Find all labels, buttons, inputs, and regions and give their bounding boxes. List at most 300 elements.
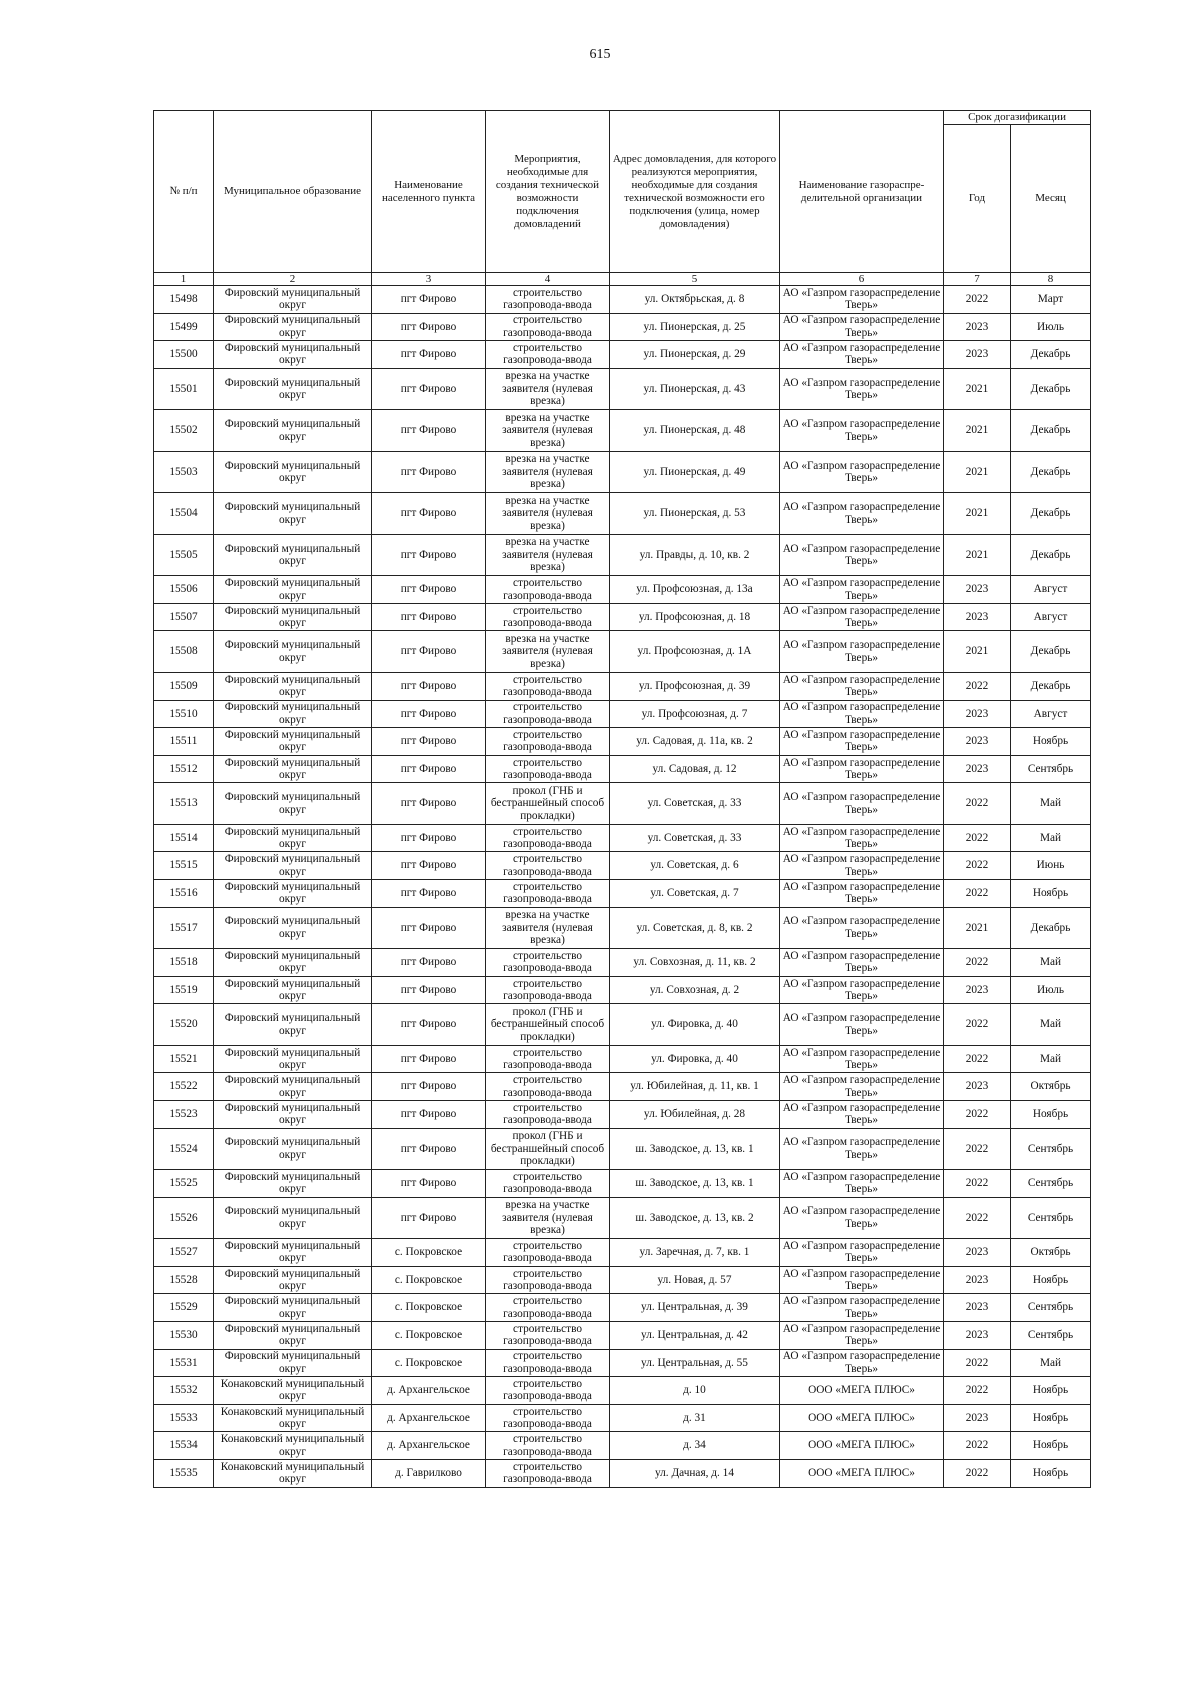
cell-event: строительство газопровода-ввода [486, 1101, 610, 1129]
cell-event: строительство газопровода-ввода [486, 1349, 610, 1377]
cell-month: Сентябрь [1011, 755, 1091, 783]
cell-organization: ООО «МЕГА ПЛЮС» [780, 1377, 944, 1405]
cell-month: Ноябрь [1011, 1377, 1091, 1405]
cell-num: 15504 [154, 493, 214, 535]
cell-year: 2023 [944, 1321, 1011, 1349]
table-row [154, 1239, 1091, 1267]
cell-event: строительство газопровода-ввода [486, 341, 610, 369]
table-row [154, 1266, 1091, 1294]
table-row [154, 1101, 1091, 1129]
cell-month: Декабрь [1011, 631, 1091, 673]
cell-num: 15530 [154, 1321, 214, 1349]
cell-num: 15528 [154, 1266, 214, 1294]
cell-year: 2022 [944, 1459, 1011, 1487]
cell-settlement: пгт Фирово [372, 368, 486, 410]
cell-event: строительство газопровода-ввода [486, 1459, 610, 1487]
cell-address: ул. Советская, д. 8, кв. 2 [610, 907, 780, 949]
cell-address: ул. Юбилейная, д. 11, кв. 1 [610, 1073, 780, 1101]
cell-year: 2021 [944, 907, 1011, 949]
cell-month: Декабрь [1011, 493, 1091, 535]
cell-year: 2022 [944, 1045, 1011, 1073]
cell-num: 15521 [154, 1045, 214, 1073]
cell-municipality: Фировский муниципальный округ [214, 949, 372, 977]
cell-year: 2023 [944, 1266, 1011, 1294]
table-row [154, 949, 1091, 977]
cell-organization: АО «Газпром газораспределение Тверь» [780, 410, 944, 452]
cell-settlement: пгт Фирово [372, 1045, 486, 1073]
cell-settlement: пгт Фирово [372, 672, 486, 700]
cell-event: строительство газопровода-ввода [486, 755, 610, 783]
table-row [154, 631, 1091, 673]
cell-month: Октябрь [1011, 1239, 1091, 1267]
cell-num: 15520 [154, 1004, 214, 1046]
cell-organization: АО «Газпром газораспределение Тверь» [780, 1101, 944, 1129]
cell-year: 2021 [944, 368, 1011, 410]
table-row [154, 534, 1091, 576]
cell-num: 15529 [154, 1294, 214, 1322]
cell-year: 2022 [944, 1101, 1011, 1129]
cell-municipality: Фировский муниципальный округ [214, 880, 372, 908]
cell-organization: АО «Газпром газораспределение Тверь» [780, 534, 944, 576]
column-number: 5 [610, 273, 780, 286]
cell-num: 15502 [154, 410, 214, 452]
cell-address: ул. Пионерская, д. 49 [610, 451, 780, 493]
cell-settlement: пгт Фирово [372, 880, 486, 908]
table-row [154, 672, 1091, 700]
cell-organization: АО «Газпром газораспределение Тверь» [780, 907, 944, 949]
cell-event: строительство газопровода-ввода [486, 1073, 610, 1101]
cell-organization: АО «Газпром газораспределение Тверь» [780, 576, 944, 604]
cell-address: ул. Совхозная, д. 11, кв. 2 [610, 949, 780, 977]
table-row [154, 1432, 1091, 1460]
cell-num: 15524 [154, 1128, 214, 1170]
header-event: Мероприятия, необходимые для создания технической возможности подключения домовладений [486, 111, 610, 273]
cell-event: строительство газопровода-ввода [486, 1294, 610, 1322]
cell-organization: АО «Газпром газораспределение Тверь» [780, 1294, 944, 1322]
cell-num: 15518 [154, 949, 214, 977]
cell-year: 2022 [944, 1349, 1011, 1377]
cell-organization: АО «Газпром газораспределение Тверь» [780, 341, 944, 369]
cell-settlement: пгт Фирово [372, 631, 486, 673]
cell-organization: АО «Газпром газораспределение Тверь» [780, 493, 944, 535]
cell-num: 15512 [154, 755, 214, 783]
cell-num: 15526 [154, 1197, 214, 1239]
cell-organization: АО «Газпром газораспределение Тверь» [780, 313, 944, 341]
cell-municipality: Фировский муниципальный округ [214, 755, 372, 783]
cell-settlement: пгт Фирово [372, 728, 486, 756]
cell-address: ул. Пионерская, д. 48 [610, 410, 780, 452]
cell-year: 2022 [944, 1004, 1011, 1046]
cell-municipality: Фировский муниципальный округ [214, 1321, 372, 1349]
table-body [154, 286, 1091, 1488]
cell-municipality: Фировский муниципальный округ [214, 824, 372, 852]
cell-municipality: Фировский муниципальный округ [214, 1128, 372, 1170]
cell-num: 15506 [154, 576, 214, 604]
cell-address: ул. Советская, д. 6 [610, 852, 780, 880]
cell-month: Декабрь [1011, 451, 1091, 493]
header-num: № п/п [154, 111, 214, 273]
cell-num: 15500 [154, 341, 214, 369]
cell-num: 15517 [154, 907, 214, 949]
cell-month: Ноябрь [1011, 1101, 1091, 1129]
cell-event: строительство газопровода-ввода [486, 1432, 610, 1460]
header-municipality: Муниципальное образование [214, 111, 372, 273]
cell-address: ш. Заводское, д. 13, кв. 1 [610, 1128, 780, 1170]
cell-num: 15531 [154, 1349, 214, 1377]
cell-num: 15523 [154, 1101, 214, 1129]
cell-organization: АО «Газпром газораспределение Тверь» [780, 824, 944, 852]
cell-address: ул. Профсоюзная, д. 39 [610, 672, 780, 700]
cell-event: врезка на участке заявителя (нулевая врезка) [486, 907, 610, 949]
cell-municipality: Фировский муниципальный округ [214, 1045, 372, 1073]
cell-num: 15511 [154, 728, 214, 756]
cell-address: ул. Профсоюзная, д. 1А [610, 631, 780, 673]
cell-municipality: Фировский муниципальный округ [214, 783, 372, 825]
table-row [154, 1073, 1091, 1101]
cell-settlement: пгт Фирово [372, 493, 486, 535]
cell-month: Сентябрь [1011, 1321, 1091, 1349]
cell-address: д. 34 [610, 1432, 780, 1460]
table-row [154, 368, 1091, 410]
cell-municipality: Фировский муниципальный округ [214, 1349, 372, 1377]
cell-year: 2023 [944, 1073, 1011, 1101]
cell-organization: АО «Газпром газораспределение Тверь» [780, 728, 944, 756]
cell-settlement: с. Покровское [372, 1321, 486, 1349]
cell-year: 2023 [944, 313, 1011, 341]
column-number: 3 [372, 273, 486, 286]
cell-month: Декабрь [1011, 410, 1091, 452]
cell-address: ул. Пионерская, д. 43 [610, 368, 780, 410]
cell-event: строительство газопровода-ввода [486, 286, 610, 314]
table-row [154, 313, 1091, 341]
cell-municipality: Конаковский муниципальный округ [214, 1377, 372, 1405]
cell-address: ул. Советская, д. 7 [610, 880, 780, 908]
cell-num: 15498 [154, 286, 214, 314]
cell-organization: АО «Газпром газораспределение Тверь» [780, 603, 944, 631]
table-row [154, 493, 1091, 535]
table-row [154, 341, 1091, 369]
cell-month: Май [1011, 1004, 1091, 1046]
cell-num: 15507 [154, 603, 214, 631]
cell-year: 2022 [944, 672, 1011, 700]
cell-month: Сентябрь [1011, 1197, 1091, 1239]
cell-municipality: Фировский муниципальный округ [214, 603, 372, 631]
cell-month: Октябрь [1011, 1073, 1091, 1101]
cell-municipality: Фировский муниципальный округ [214, 976, 372, 1004]
cell-year: 2023 [944, 755, 1011, 783]
column-number: 6 [780, 273, 944, 286]
cell-num: 15515 [154, 852, 214, 880]
cell-organization: АО «Газпром газораспределение Тверь» [780, 1239, 944, 1267]
cell-event: строительство газопровода-ввода [486, 1377, 610, 1405]
cell-address: ул. Фировка, д. 40 [610, 1045, 780, 1073]
cell-year: 2022 [944, 1197, 1011, 1239]
cell-year: 2023 [944, 1404, 1011, 1432]
cell-settlement: д. Архангельское [372, 1432, 486, 1460]
cell-event: врезка на участке заявителя (нулевая врезка) [486, 451, 610, 493]
cell-year: 2022 [944, 852, 1011, 880]
cell-year: 2021 [944, 534, 1011, 576]
cell-month: Май [1011, 949, 1091, 977]
cell-municipality: Фировский муниципальный округ [214, 493, 372, 535]
gasification-table [153, 110, 1091, 1488]
cell-municipality: Конаковский муниципальный округ [214, 1459, 372, 1487]
table-row [154, 755, 1091, 783]
cell-num: 15514 [154, 824, 214, 852]
cell-municipality: Фировский муниципальный округ [214, 1294, 372, 1322]
cell-event: врезка на участке заявителя (нулевая врезка) [486, 1197, 610, 1239]
table-row [154, 286, 1091, 314]
cell-year: 2023 [944, 700, 1011, 728]
cell-month: Ноябрь [1011, 1432, 1091, 1460]
column-number: 1 [154, 273, 214, 286]
cell-month: Ноябрь [1011, 728, 1091, 756]
table-row [154, 1045, 1091, 1073]
cell-num: 15519 [154, 976, 214, 1004]
cell-event: строительство газопровода-ввода [486, 672, 610, 700]
cell-month: Сентябрь [1011, 1170, 1091, 1198]
cell-num: 15513 [154, 783, 214, 825]
cell-event: строительство газопровода-ввода [486, 949, 610, 977]
table-row [154, 824, 1091, 852]
cell-year: 2022 [944, 1432, 1011, 1460]
cell-municipality: Фировский муниципальный округ [214, 1197, 372, 1239]
cell-address: д. 10 [610, 1377, 780, 1405]
cell-address: ул. Профсоюзная, д. 7 [610, 700, 780, 728]
cell-year: 2023 [944, 976, 1011, 1004]
cell-num: 15508 [154, 631, 214, 673]
cell-municipality: Фировский муниципальный округ [214, 534, 372, 576]
header-year: Год [944, 125, 1011, 273]
cell-month: Декабрь [1011, 672, 1091, 700]
table-row [154, 603, 1091, 631]
cell-settlement: пгт Фирово [372, 286, 486, 314]
table-row [154, 1459, 1091, 1487]
page-number: 615 [589, 47, 611, 62]
cell-municipality: Фировский муниципальный округ [214, 728, 372, 756]
cell-organization: АО «Газпром газораспределение Тверь» [780, 672, 944, 700]
cell-event: строительство газопровода-ввода [486, 728, 610, 756]
cell-settlement: д. Архангельское [372, 1404, 486, 1432]
cell-address: ул. Профсоюзная, д. 18 [610, 603, 780, 631]
cell-month: Август [1011, 603, 1091, 631]
cell-year: 2023 [944, 1239, 1011, 1267]
cell-address: ул. Садовая, д. 12 [610, 755, 780, 783]
column-number: 7 [944, 273, 1011, 286]
cell-settlement: пгт Фирово [372, 755, 486, 783]
cell-municipality: Фировский муниципальный округ [214, 313, 372, 341]
cell-municipality: Фировский муниципальный округ [214, 286, 372, 314]
cell-month: Ноябрь [1011, 1459, 1091, 1487]
table-row [154, 1004, 1091, 1046]
cell-event: врезка на участке заявителя (нулевая врезка) [486, 631, 610, 673]
cell-year: 2022 [944, 880, 1011, 908]
cell-event: врезка на участке заявителя (нулевая врезка) [486, 534, 610, 576]
cell-year: 2022 [944, 783, 1011, 825]
cell-month: Декабрь [1011, 368, 1091, 410]
cell-event: прокол (ГНБ и бестраншейный способ прокладки) [486, 783, 610, 825]
cell-settlement: пгт Фирово [372, 451, 486, 493]
cell-month: Сентябрь [1011, 1128, 1091, 1170]
cell-municipality: Фировский муниципальный округ [214, 1004, 372, 1046]
cell-settlement: д. Архангельское [372, 1377, 486, 1405]
cell-organization: АО «Газпром газораспределение Тверь» [780, 286, 944, 314]
cell-year: 2021 [944, 410, 1011, 452]
cell-event: строительство газопровода-ввода [486, 313, 610, 341]
cell-month: Декабрь [1011, 907, 1091, 949]
cell-settlement: пгт Фирово [372, 576, 486, 604]
cell-organization: ООО «МЕГА ПЛЮС» [780, 1432, 944, 1460]
cell-settlement: пгт Фирово [372, 976, 486, 1004]
table-row [154, 1294, 1091, 1322]
cell-settlement: пгт Фирово [372, 949, 486, 977]
cell-month: Август [1011, 576, 1091, 604]
cell-settlement: пгт Фирово [372, 1073, 486, 1101]
cell-year: 2022 [944, 1170, 1011, 1198]
cell-settlement: пгт Фирово [372, 907, 486, 949]
header-settlement: Наименование населенного пункта [372, 111, 486, 273]
cell-address: ул. Пионерская, д. 29 [610, 341, 780, 369]
cell-municipality: Фировский муниципальный округ [214, 368, 372, 410]
table-row [154, 728, 1091, 756]
cell-address: ул. Новая, д. 57 [610, 1266, 780, 1294]
table-row [154, 1377, 1091, 1405]
cell-event: строительство газопровода-ввода [486, 1239, 610, 1267]
table-row [154, 852, 1091, 880]
cell-event: прокол (ГНБ и бестраншейный способ прокладки) [486, 1004, 610, 1046]
cell-event: врезка на участке заявителя (нулевая врезка) [486, 410, 610, 452]
table-header [154, 111, 1091, 286]
cell-num: 15522 [154, 1073, 214, 1101]
cell-address: ул. Советская, д. 33 [610, 783, 780, 825]
cell-num: 15499 [154, 313, 214, 341]
cell-year: 2023 [944, 603, 1011, 631]
cell-address: ул. Фировка, д. 40 [610, 1004, 780, 1046]
cell-address: ул. Советская, д. 33 [610, 824, 780, 852]
cell-organization: АО «Газпром газораспределение Тверь» [780, 976, 944, 1004]
cell-municipality: Фировский муниципальный округ [214, 576, 372, 604]
table-row [154, 1197, 1091, 1239]
cell-organization: АО «Газпром газораспределение Тверь» [780, 1349, 944, 1377]
cell-month: Сентябрь [1011, 1294, 1091, 1322]
cell-address: ул. Дачная, д. 14 [610, 1459, 780, 1487]
cell-organization: АО «Газпром газораспределение Тверь» [780, 1170, 944, 1198]
table-row [154, 1321, 1091, 1349]
header-srok: Срок догазификации [944, 111, 1091, 125]
table-row [154, 700, 1091, 728]
cell-month: Март [1011, 286, 1091, 314]
cell-organization: АО «Газпром газораспределение Тверь» [780, 949, 944, 977]
cell-organization: АО «Газпром газораспределение Тверь» [780, 1266, 944, 1294]
cell-month: Июль [1011, 976, 1091, 1004]
cell-month: Ноябрь [1011, 880, 1091, 908]
column-number: 2 [214, 273, 372, 286]
cell-month: Декабрь [1011, 534, 1091, 576]
cell-organization: АО «Газпром газораспределение Тверь» [780, 700, 944, 728]
cell-event: строительство газопровода-ввода [486, 603, 610, 631]
cell-year: 2023 [944, 728, 1011, 756]
cell-municipality: Фировский муниципальный округ [214, 1239, 372, 1267]
cell-address: ул. Центральная, д. 55 [610, 1349, 780, 1377]
cell-event: строительство газопровода-ввода [486, 976, 610, 1004]
table-row [154, 1349, 1091, 1377]
cell-address: ул. Пионерская, д. 53 [610, 493, 780, 535]
cell-settlement: пгт Фирово [372, 1197, 486, 1239]
cell-address: ул. Профсоюзная, д. 13а [610, 576, 780, 604]
cell-year: 2022 [944, 286, 1011, 314]
cell-settlement: с. Покровское [372, 1266, 486, 1294]
cell-settlement: пгт Фирово [372, 1101, 486, 1129]
table-row [154, 1170, 1091, 1198]
header-address: Адрес домовладения, для которого реализуются мероприятия, необходимые для создания технической возможности его подключения (улица, номер домовладения) [610, 111, 780, 273]
cell-municipality: Фировский муниципальный округ [214, 1101, 372, 1129]
cell-year: 2022 [944, 1377, 1011, 1405]
cell-address: ш. Заводское, д. 13, кв. 1 [610, 1170, 780, 1198]
cell-municipality: Фировский муниципальный округ [214, 1170, 372, 1198]
cell-event: строительство газопровода-ввода [486, 1045, 610, 1073]
cell-num: 15505 [154, 534, 214, 576]
cell-settlement: с. Покровское [372, 1239, 486, 1267]
cell-event: прокол (ГНБ и бестраншейный способ прокладки) [486, 1128, 610, 1170]
cell-organization: АО «Газпром газораспределение Тверь» [780, 1197, 944, 1239]
cell-organization: АО «Газпром газораспределение Тверь» [780, 1045, 944, 1073]
cell-month: Май [1011, 824, 1091, 852]
header-organization: Наименование газораспре-делительной организации [780, 111, 944, 273]
cell-event: строительство газопровода-ввода [486, 824, 610, 852]
cell-settlement: пгт Фирово [372, 534, 486, 576]
column-number: 8 [1011, 273, 1091, 286]
cell-municipality: Конаковский муниципальный округ [214, 1432, 372, 1460]
cell-year: 2023 [944, 1294, 1011, 1322]
table-row [154, 880, 1091, 908]
cell-organization: АО «Газпром газораспределение Тверь» [780, 880, 944, 908]
cell-settlement: пгт Фирово [372, 1004, 486, 1046]
cell-settlement: пгт Фирово [372, 603, 486, 631]
cell-year: 2023 [944, 341, 1011, 369]
cell-event: врезка на участке заявителя (нулевая врезка) [486, 493, 610, 535]
cell-organization: АО «Газпром газораспределение Тверь» [780, 852, 944, 880]
cell-municipality: Фировский муниципальный округ [214, 410, 372, 452]
cell-year: 2021 [944, 631, 1011, 673]
cell-settlement: пгт Фирово [372, 1170, 486, 1198]
cell-address: ул. Садовая, д. 11а, кв. 2 [610, 728, 780, 756]
cell-address: ул. Центральная, д. 42 [610, 1321, 780, 1349]
cell-settlement: пгт Фирово [372, 1128, 486, 1170]
cell-event: строительство газопровода-ввода [486, 1404, 610, 1432]
cell-event: строительство газопровода-ввода [486, 852, 610, 880]
cell-settlement: пгт Фирово [372, 341, 486, 369]
cell-address: ул. Юбилейная, д. 28 [610, 1101, 780, 1129]
cell-address: д. 31 [610, 1404, 780, 1432]
cell-organization: АО «Газпром газораспределение Тверь» [780, 755, 944, 783]
cell-organization: АО «Газпром газораспределение Тверь» [780, 1004, 944, 1046]
cell-num: 15532 [154, 1377, 214, 1405]
cell-settlement: д. Гаврилково [372, 1459, 486, 1487]
cell-month: Декабрь [1011, 341, 1091, 369]
cell-organization: АО «Газпром газораспределение Тверь» [780, 368, 944, 410]
cell-municipality: Фировский муниципальный округ [214, 341, 372, 369]
table-row [154, 451, 1091, 493]
cell-settlement: пгт Фирово [372, 783, 486, 825]
cell-month: Май [1011, 1045, 1091, 1073]
cell-num: 15501 [154, 368, 214, 410]
cell-address: ул. Октябрьская, д. 8 [610, 286, 780, 314]
header-month: Месяц [1011, 125, 1091, 273]
cell-year: 2023 [944, 576, 1011, 604]
cell-num: 15503 [154, 451, 214, 493]
cell-settlement: пгт Фирово [372, 852, 486, 880]
cell-month: Ноябрь [1011, 1266, 1091, 1294]
